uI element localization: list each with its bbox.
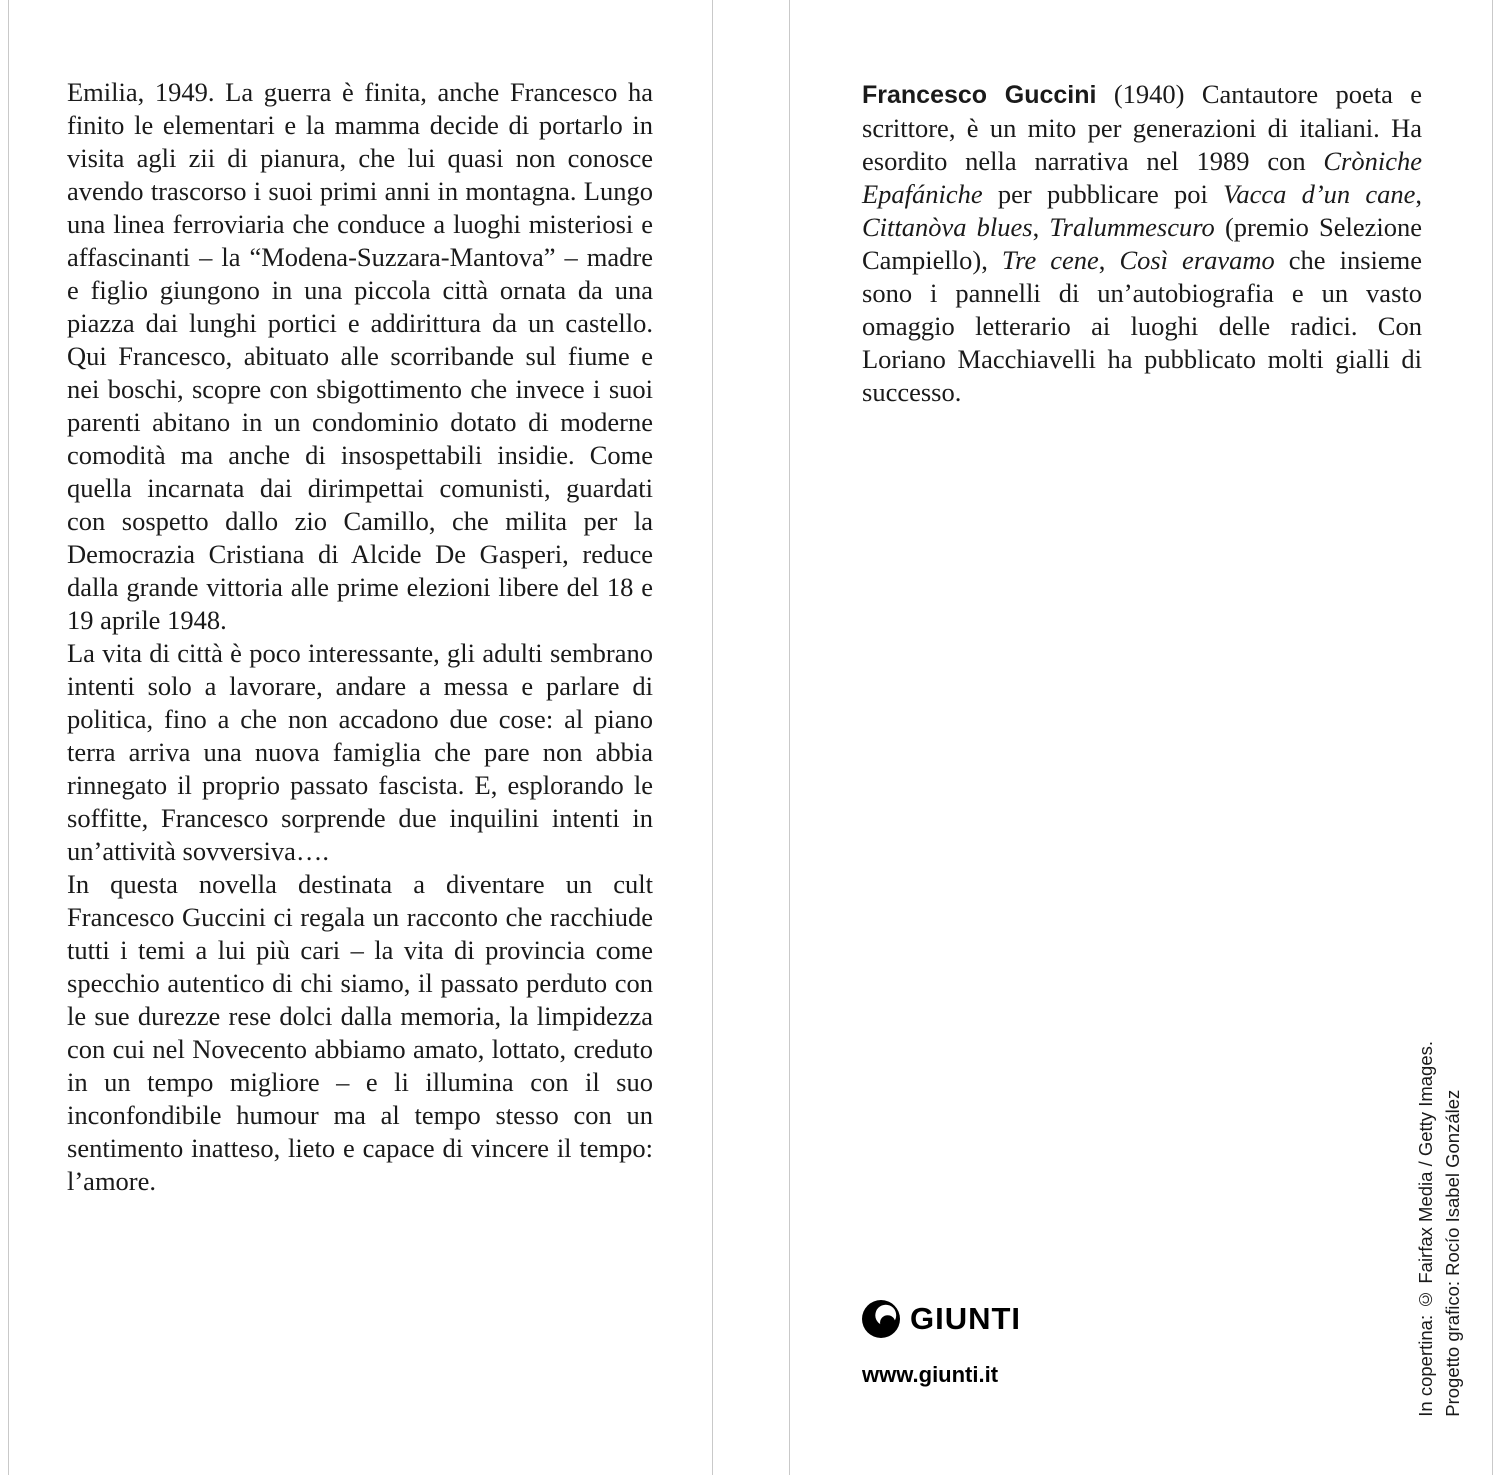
publisher-name: GIUNTI xyxy=(910,1301,1022,1336)
bio-run: che insieme sono i pannelli di un’autobiografia e un vasto omaggio letterario ai luoghi delle radici. Con Loriano Macchiavelli ha pubblicato molti gialli di successo. xyxy=(862,245,1423,407)
synopsis-paragraph: Emilia, 1949. La guerra è finita, anche Francesco ha finito le elementari e la mamma decide di portarlo in visita agli zii di pianura, che lui quasi non conosce avendo trascorso i suoi primi anni in montagna. Lungo una linea ferroviaria che conduce a luoghi misteriosi e affascinanti – la “Modena-Suzzara-Mantova” – madre e figlio giungono in una piccola città ornata da una piazza dai lunghi portici e addirittura da un castello. Qui Francesco, abituato alle scorribande sul fiume e nei boschi, scopre con sbigottimento che invece i suoi parenti abitano in un condominio dotato di moderne comodità ma anche di insospettabili insidie. Come quella incarnata dai dirimpettai comunisti, guardati con sospetto dallo zio Camillo, che milita per la Democrazia Cristiana di Alcide De Gasperi, reduce dalla grande vittoria alle prime elezioni libere del 18 e 19 aprile 1948. xyxy=(67,77,653,635)
bio-run: (premio Selezione Campiello), xyxy=(862,212,1423,275)
giunti-logo-icon xyxy=(862,1300,900,1338)
bio-run: , xyxy=(1415,179,1422,209)
credit-line-cover: In copertina: © Fairfax Media / Getty Images. xyxy=(1415,1041,1436,1417)
bio-run: Tralummescuro xyxy=(1049,212,1215,242)
bio-run: per pubblicare poi xyxy=(982,179,1224,209)
author-bio xyxy=(862,78,1422,409)
publisher-website: www.giunti.it xyxy=(862,1362,999,1387)
right-flap-author xyxy=(789,0,1493,1475)
synopsis-text-block xyxy=(67,76,653,1198)
bio-run: (1940) Cantautore poeta e scrittore, è un mito per generazioni di italiani. Ha esordito nella narrativa nel 1989 con xyxy=(862,79,1422,176)
bio-run: Così eravamo xyxy=(1119,245,1275,275)
bio-run: , xyxy=(1032,212,1050,242)
synopsis-paragraph: La vita di città è poco interessante, gli adulti sembrano intenti solo a lavorare, andare a messa e parlare di politica, fino a che non accadono due cose: al piano terra arriva una nuova famiglia che pare non abbia rinnegato il proprio passato fascista. E, esplorando le soffitte, Francesco sorprende due inquilini intenti in un’attività sovversiva…. xyxy=(67,638,653,866)
bio-run: , xyxy=(1098,245,1120,275)
giunti-logo xyxy=(862,1300,1021,1338)
cover-credits xyxy=(1412,1041,1466,1417)
credit-line-design: Progetto grafico: Rocío Isabel González xyxy=(1442,1089,1463,1417)
left-flap-synopsis xyxy=(8,0,713,1475)
bio-run: Francesco Guccini xyxy=(862,81,1097,109)
bio-run: Vacca d’un cane xyxy=(1223,179,1416,209)
publisher-block xyxy=(862,1300,1021,1388)
bio-run: Tre cene xyxy=(1001,245,1099,275)
bio-run: Cittanòva blues xyxy=(862,212,1033,242)
bio-run: Cròniche Epafániche xyxy=(862,146,1422,209)
synopsis-paragraph: In questa novella destinata a diventare un cult Francesco Guccini ci regala un racconto che racchiude tutti i temi a lui più cari – la vita di provincia come specchio autentico di chi siamo, il passato perduto con le sue durezze rese dolci dalla memoria, la limpidezza con cui nel Novecento abbiamo amato, lottato, creduto in un tempo migliore – e li illumina con il suo inconfondibile humour ma al tempo stesso con un sentimento inatteso, lieto e capace di vincere il tempo: l’amore. xyxy=(67,869,653,1196)
